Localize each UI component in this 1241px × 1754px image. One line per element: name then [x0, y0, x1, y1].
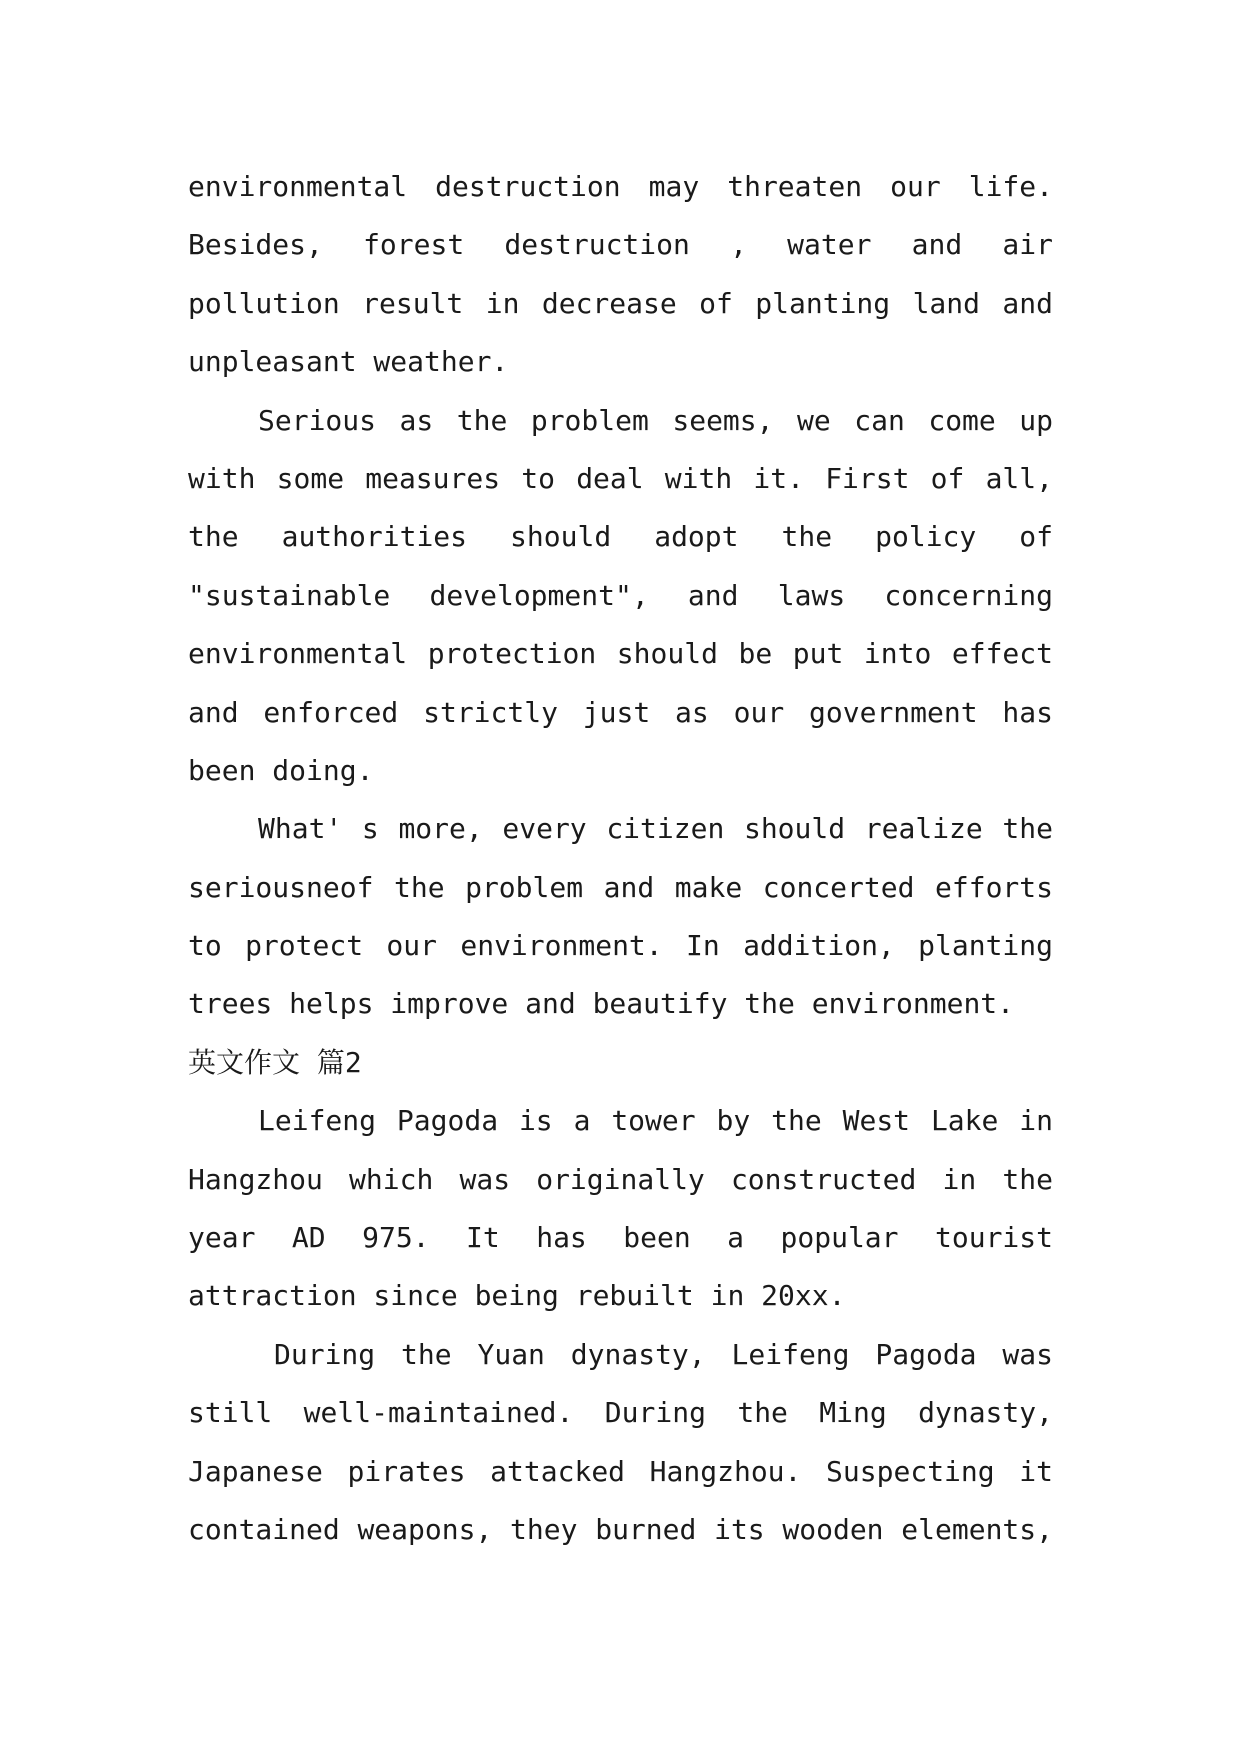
text-line: still well-maintained. During the Ming dynasty,: [188, 1396, 1053, 1430]
text-line: trees helps improve and beautify the environment.: [188, 987, 1015, 1021]
document-body: [188, 158, 1053, 1559]
paragraph: [188, 392, 1053, 801]
text-line: unpleasant weather.: [188, 345, 509, 379]
paragraph: [188, 1326, 1053, 1560]
paragraph: [188, 158, 1053, 392]
paragraph: [188, 1092, 1053, 1326]
text-line: seriousneof the problem and make concerted efforts: [188, 870, 1053, 904]
text-line: attraction since being rebuilt in 20xx.: [188, 1279, 846, 1313]
text-line: contained weapons, they burned its wooden elements,: [188, 1512, 1053, 1546]
text-line: been doing.: [188, 753, 374, 787]
text-line: Besides, forest destruction , water and air: [188, 228, 1053, 262]
text-line: pollution result in decrease of planting land and: [188, 286, 1053, 320]
text-line: environmental protection should be put into effect: [188, 637, 1053, 671]
text-line: During the Yuan dynasty, Leifeng Pagoda was: [274, 1337, 1053, 1371]
text-line: environmental destruction may threaten our life.: [188, 170, 1053, 203]
text-line: with some measures to deal with it. First of all,: [188, 461, 1053, 495]
text-line: the authorities should adopt the policy of: [188, 520, 1053, 554]
section-heading: 英文作文 篇2: [188, 1045, 362, 1079]
text-line: What' s more, every citizen should realize the: [258, 812, 1053, 846]
text-line: Hangzhou which was originally constructed in the: [188, 1162, 1053, 1196]
paragraph: [188, 800, 1053, 1034]
text-line: and enforced strictly just as our government has: [188, 695, 1053, 729]
text-line: Leifeng Pagoda is a tower by the West Lake in: [258, 1104, 1053, 1138]
text-line: "sustainable development", and laws concerning: [188, 578, 1053, 612]
text-line: year AD 975. It has been a popular tourist: [188, 1221, 1053, 1255]
text-line: Japanese pirates attacked Hangzhou. Suspecting it: [188, 1454, 1053, 1488]
text-line: Serious as the problem seems, we can come up: [258, 403, 1053, 437]
text-line: to protect our environment. In addition, planting: [188, 929, 1053, 963]
